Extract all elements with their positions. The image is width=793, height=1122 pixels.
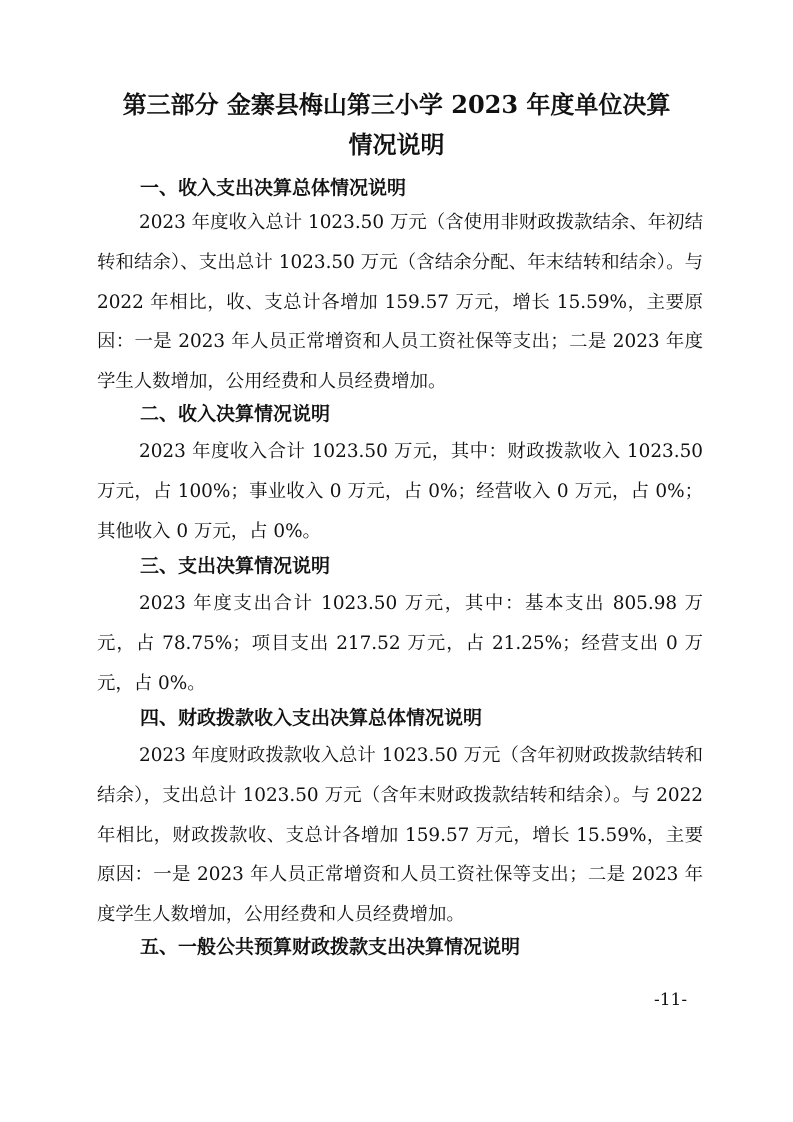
section-heading-4: 四、财政拨款收入支出决算总体情况说明 — [140, 707, 483, 729]
page-title-continued: 情况说明 — [348, 130, 445, 159]
section-heading-5: 五、一般公共预算财政拨款支出决算情况说明 — [140, 936, 521, 958]
section-body-3: 2023 年度支出合计 1023.50 万元，其中：基本支出 805.98 万元，占 78.75%；项目支出 217.52 万元，占 21.25%；经营支出 0 万元，占 0%。 — [97, 593, 703, 694]
section-body-1: 2023 年度收入总计 1023.50 万元（含使用非财政拨款结余、年初结转和结余）、支出总计 1023.50 万元（含结余分配、年末结转和结余）。与 2022 年相比，收、支总计各增加 159.57 万元，增长 15.59%，主要原因：一是 2023 年人员正常增资和人员工资社保等支出；二是 2023 年度学生人数增加，公用经费和人员经费增加。 — [97, 212, 703, 393]
section-heading-1: 一、收入支出决算总体情况说明 — [140, 177, 407, 199]
section-body-2: 2023 年度收入合计 1023.50 万元，其中：财政拨款收入 1023.50 万元，占 100%；事业收入 0 万元，占 0%；经营收入 0 万元，占 0%；其他收入 0 万元，占 0%。 — [97, 441, 703, 542]
page-title: 第三部分 金寨县梅山第三小学 2023 年度单位决算 — [122, 90, 671, 119]
page-number: -11- — [654, 990, 688, 1010]
section-body-4: 2023 年度财政拨款收入总计 1023.50 万元（含年初财政拨款结转和结余），支出总计 1023.50 万元（含年末财政拨款结转和结余）。与 2022 年相比，财政拨款收、支总计各增加 159.57 万元，增长 15.59%，主要原因：一是 2023 年人员正常增资和人员工资社保等支出；二是 2023 年度学生人数增加，公用经费和人员经费增加。 — [97, 745, 703, 926]
section-heading-2: 二、收入决算情况说明 — [140, 403, 331, 425]
section-heading-3: 三、支出决算情况说明 — [140, 555, 331, 577]
